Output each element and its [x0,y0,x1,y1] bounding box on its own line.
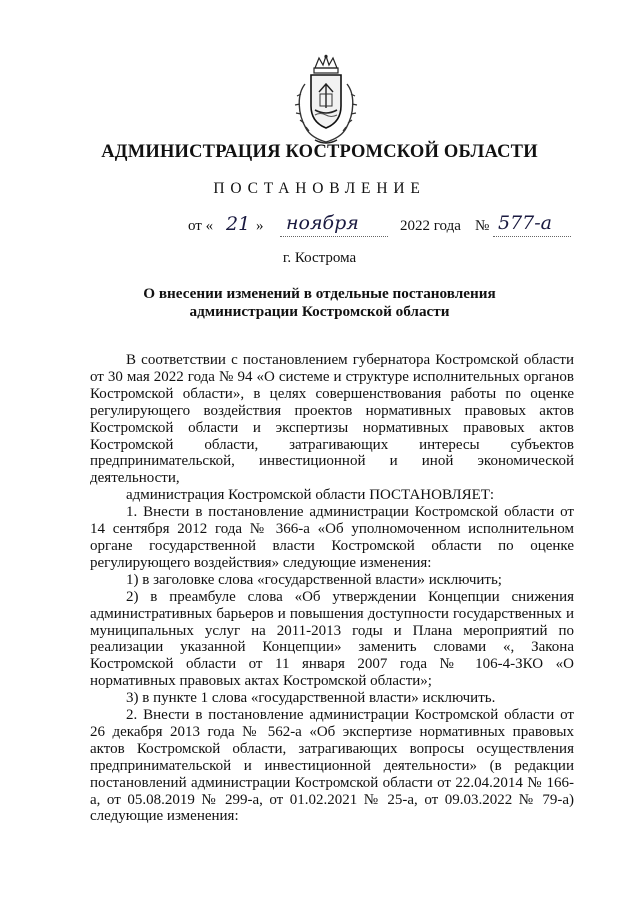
month-underline [280,236,388,237]
coat-of-arms-emblem [293,54,359,150]
body-preamble: В соответствии с постановлением губернатора Костромской области от 30 мая 2022 года № 94 «О системе и структуре исполнительных органов Костромской области», в целях совершенствования работы по оценке регулирующего воздействия проектов нормативных правовых актов Костромской области и экспертизы нормативных правовых актов Костромской области, затрагивающих интересы субъектов предпринимательской, инвестиционной и иной экономической деятельности, [90,352,574,487]
date-day-close: » [256,218,264,234]
body-item-2: 2. Внести в постановление администрации Костромской области от 26 декабря 2013 года № 562-а «Об экспертизе нормативных правовых актов Костромской области, затрагивающих вопросы осуществления предпринимательской и инвестиционной деятельности» (в редакции постановлений администрации Костромской области от 22.04.2014 № 166-а, от 05.08.2019 № 299-а, от 01.02.2021 № 25-а, от 09.03.2022 № 79-а) следующие изменения: [90,707,574,825]
date-number-line [188,212,588,242]
body-item-1: 1. Внести в постановление администрации Костромской области от 14 сентября 2012 года № 366-а «Об уполномоченном исполнительном органе государственной власти Костромской области по оценке регулирующего воздействия» следующие изменения: [90,504,574,571]
document-subject [0,285,639,321]
document-number: 577-а [498,212,553,234]
organization-title: АДМИНИСТРАЦИЯ КОСТРОМСКОЙ ОБЛАСТИ [101,142,538,162]
body-resolves: администрация Костромской области ПОСТАНОВЛЯЕТ: [126,487,495,504]
city-line: г. Кострома [282,250,357,266]
subject-line-1: О внесении изменений в отдельные постановления [143,285,496,302]
body-item-1-3: 3) в пункте 1 слова «государственной власти» исключить. [126,690,496,707]
subject-line-2: администрации Костромской области [189,303,450,320]
date-year: 2022 года [400,218,461,234]
document-body [90,352,574,825]
body-item-1-2: 2) в преамбуле слова «Об утверждении Концепции снижения административных барьеров и повышения доступности государственных и муниципальных услуг на 2011-2013 годы и Плана мероприятий по реализации указанной Концепции» заменить словами «, Закона Костромской области от 11 января 2007 года № 106-4-ЗКО «О нормативных правовых актах Костромской области»; [90,588,574,690]
date-day: 21 [226,213,251,235]
document-type: ПОСТАНОВЛЕНИЕ [213,180,426,197]
number-prefix: № [475,218,490,234]
body-item-1-1: 1) в заголовке слова «государственной власти» исключить; [126,571,502,588]
number-underline [493,236,571,237]
date-month: ноября [286,212,359,234]
date-prefix: от « [188,218,214,234]
